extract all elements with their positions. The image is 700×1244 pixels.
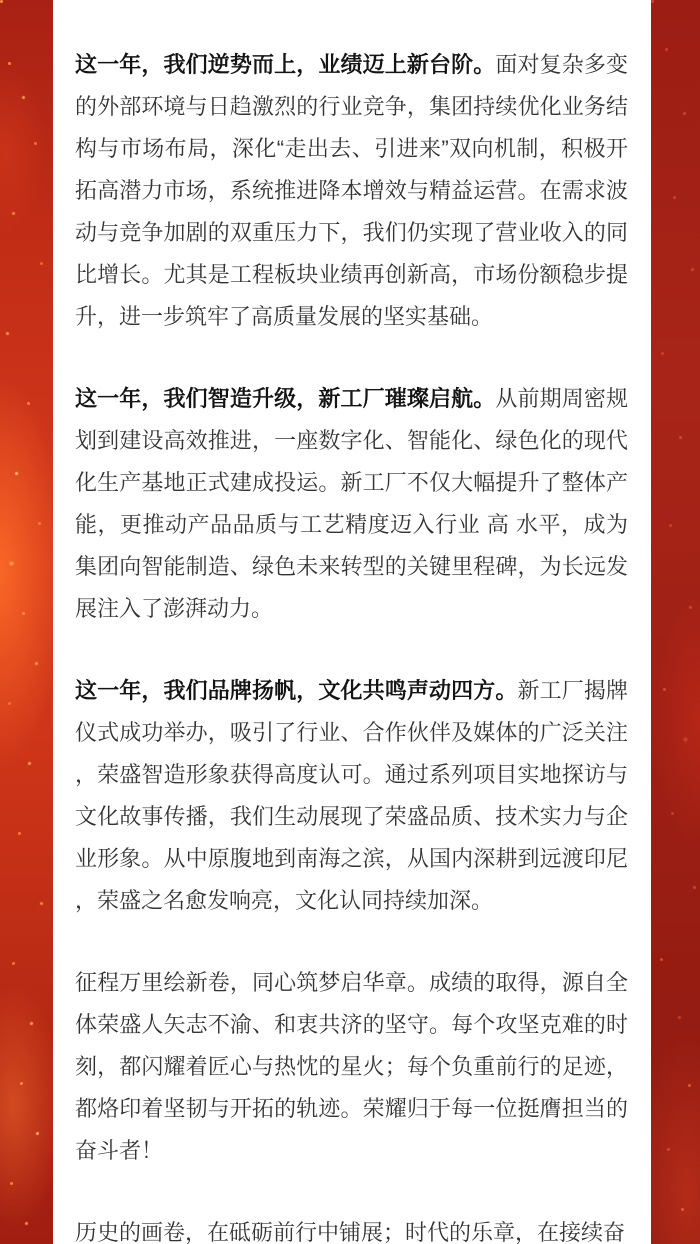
- paragraph-achievements: [75, 44, 628, 338]
- paragraph-lead: 这一年，我们智造升级，新工厂璀璨启航。: [75, 386, 496, 411]
- paragraph-brand-culture: [75, 670, 628, 922]
- right-red-decoration: [651, 0, 700, 1244]
- paragraph-tribute: [75, 962, 628, 1172]
- paragraph-closing: [75, 1212, 628, 1244]
- paragraph-text: 历史的画卷，在砥砺前行中铺展；时代的乐章，在接续奋: [75, 1220, 626, 1244]
- paragraph-text: 新工厂揭牌仪式成功举办，吸引了行业、合作伙伴及媒体的广泛关注，荣盛智造形象获得高度认可。通过系列项目实地探访与文化故事传播，我们生动展现了荣盛品质、技术实力与企业形象。从中原腹地到南海之滨，从国内深耕到远渡印尼，荣盛之名愈发响亮，文化认同持续加深。: [75, 678, 628, 913]
- paragraph-new-factory: [75, 378, 628, 630]
- left-glitter-texture: [0, 0, 3, 3]
- right-glitter-texture: [651, 0, 654, 3]
- left-red-decoration: [0, 0, 53, 1244]
- letter-card: [53, 0, 651, 1244]
- paragraph-text: 面对复杂多变的外部环境与日趋激烈的行业竞争，集团持续优化业务结构与市场布局，深化“走出去、引进来”双向机制，积极开拓高潜力市场，系统推进降本增效与精益运营。在需求波动与竞争加剧的双重压力下，我们仍实现了营业收入的同比增长。尤其是工程板块业绩再创新高，市场份额稳步提升，进一步筑牢了高质量发展的坚实基础。: [75, 52, 628, 329]
- paragraph-lead: 这一年，我们逆势而上，业绩迈上新台阶。: [75, 52, 496, 77]
- paragraph-text: 从前期周密规划到建设高效推进，一座数字化、智能化、绿色化的现代化生产基地正式建成投运。新工厂不仅大幅提升了整体产能，更推动产品品质与工艺精度迈入行业 高 水平，成为集团向智能制造、绿色未来转型的关键里程碑，为长远发展注入了澎湃动力。: [75, 386, 628, 621]
- paragraph-text: 征程万里绘新卷，同心筑梦启华章。成绩的取得，源自全体荣盛人矢志不渝、和衷共济的坚守。每个攻坚克难的时刻，都闪耀着匠心与热忱的星火；每个负重前行的足迹，都烙印着坚韧与开拓的轨迹。荣耀归于每一位挺膺担当的奋斗者！: [75, 970, 628, 1163]
- paragraph-lead: 这一年，我们品牌扬帆，文化共鸣声动四方。: [75, 678, 518, 703]
